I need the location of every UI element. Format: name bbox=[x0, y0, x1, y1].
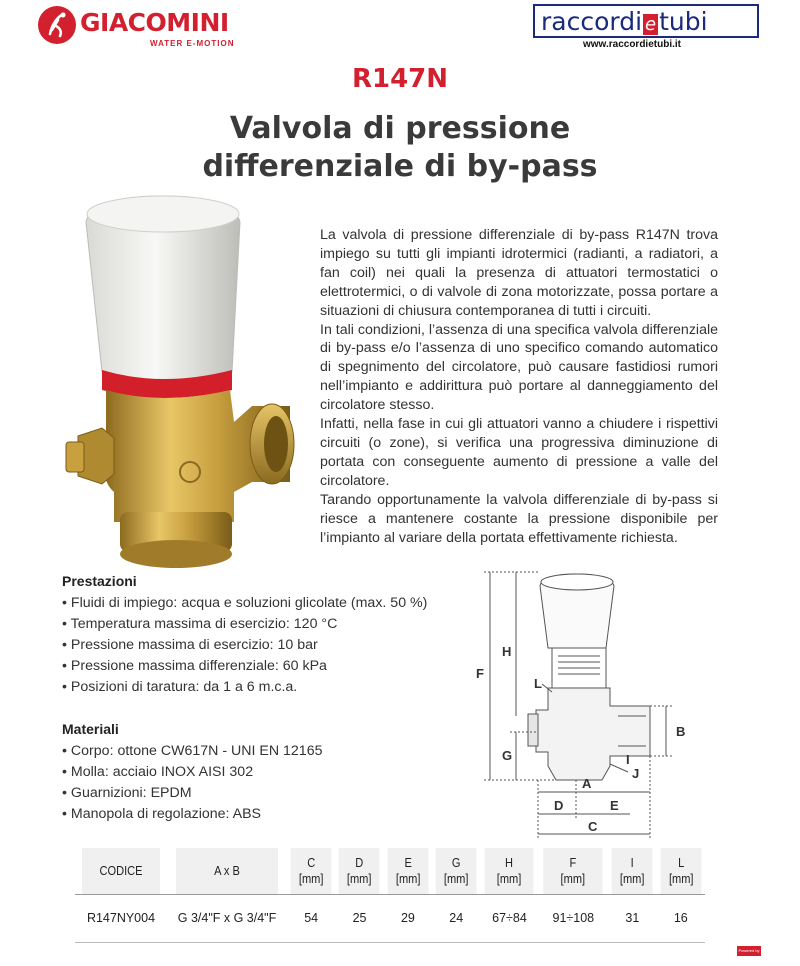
raccordi-e-letter: e bbox=[645, 14, 657, 35]
list-item: • Guarnizioni: EPDM bbox=[62, 783, 482, 804]
label-l: L bbox=[534, 676, 542, 691]
label-g: G bbox=[502, 748, 513, 763]
list-item: • Temperatura massima di esercizio: 120 °C bbox=[62, 614, 482, 635]
label-h: H bbox=[502, 644, 512, 659]
performance-heading: Prestazioni bbox=[62, 573, 137, 589]
dimension-diagram bbox=[470, 566, 720, 846]
label-c: C bbox=[588, 819, 598, 834]
product-title-line1: Valvola di pressione bbox=[229, 111, 571, 146]
description-paragraph: In tali condizioni, l’assenza di una specifica valvola differenziale di by-pass e/o l’assenza di uno specifico comando automatico di spegnimento del circolatore, può causare fastidiosi rumori nell’impianto e addirittura può portare al danneggiamento del circolatore stesso. bbox=[320, 321, 719, 414]
header-codice: CODICE bbox=[82, 848, 160, 894]
cell-i: 31 bbox=[608, 894, 656, 942]
label-e: E bbox=[610, 798, 619, 813]
product-description bbox=[320, 226, 718, 547]
label-d: D bbox=[554, 798, 564, 813]
cell-codice: R147NY004 bbox=[75, 894, 167, 942]
giacomini-logo bbox=[38, 6, 238, 48]
header-i: I [mm] bbox=[612, 848, 653, 894]
table-row bbox=[75, 894, 705, 942]
tubi-word: tubi bbox=[659, 7, 708, 36]
cell-e: 29 bbox=[384, 894, 432, 942]
cell-d: 25 bbox=[335, 894, 383, 942]
label-j: J bbox=[632, 766, 640, 781]
product-title bbox=[0, 110, 800, 186]
performance-list bbox=[62, 593, 482, 698]
header-f: F [mm] bbox=[544, 848, 603, 894]
label-f: F bbox=[476, 666, 484, 681]
label-i: I bbox=[626, 752, 630, 767]
product-code: R147N bbox=[351, 64, 449, 94]
materials-section bbox=[62, 721, 482, 825]
giacomini-brand-name: GIACOMINI bbox=[80, 8, 229, 37]
giacomini-emblem-icon bbox=[38, 6, 76, 44]
materials-list bbox=[62, 741, 482, 825]
description-paragraph: La valvola di pressione differenziale di by-pass R147N trova impiego su tutti gli impianti idrotermici (radianti, a radiatori, a fan coil) nei quali la presenza di attuatori termostatici o elettrotermici, o di valvole di zona motorizzate, possa portare a situazioni di chiusura contemporanea di tutti i circuiti. bbox=[320, 227, 718, 319]
dimension-table bbox=[75, 848, 705, 943]
raccordietubi-url: www.raccordietubi.it bbox=[583, 39, 681, 50]
header-axb: A x B bbox=[176, 848, 278, 894]
list-item: • Pressione massima di esercizio: 10 bar bbox=[62, 635, 482, 656]
cell-g: 24 bbox=[432, 894, 480, 942]
cell-c: 54 bbox=[287, 894, 335, 942]
header-e: E [mm] bbox=[387, 848, 428, 894]
cell-h: 67÷84 bbox=[480, 894, 538, 942]
table-header-row bbox=[75, 848, 705, 894]
header-g: G [mm] bbox=[436, 848, 477, 894]
raccordi-word: raccordi bbox=[541, 7, 643, 36]
cell-f: 91÷108 bbox=[538, 894, 608, 942]
giacomini-tagline: WATER E-MOTION bbox=[150, 39, 235, 48]
description-paragraph: Infatti, nella fase in cui gli attuatori vanno a chiudere i rispettivi circuiti (o zone), si verifica una progressiva diminuzione di portata con conseguente aumento di pressione a valle del circolatore. bbox=[320, 416, 718, 489]
footer-badge: Powered by Giacomini bbox=[738, 948, 760, 963]
label-a: A bbox=[582, 776, 592, 791]
product-photo bbox=[62, 192, 302, 572]
list-item: • Posizioni di taratura: da 1 a 6 m.c.a. bbox=[62, 677, 482, 698]
description-paragraph: Tarando opportunamente la valvola differenziale di by-pass si riesce a mantenere costante la pressione disponibile per l’impianto al variare della portata effettivamente richiesta. bbox=[320, 491, 718, 546]
list-item: • Pressione massima differenziale: 60 kPa bbox=[62, 656, 482, 677]
label-b: B bbox=[676, 724, 686, 739]
raccordietubi-logo bbox=[533, 4, 759, 52]
cell-axb: G 3/4"F x G 3/4"F bbox=[167, 894, 287, 942]
list-item: • Manopola di regolazione: ABS bbox=[62, 804, 482, 825]
raccordietubi-wordmark bbox=[533, 4, 759, 38]
header-l: L [mm] bbox=[660, 848, 701, 894]
list-item: • Corpo: ottone CW617N - UNI EN 12165 bbox=[62, 741, 482, 762]
header-d: D [mm] bbox=[339, 848, 380, 894]
performance-section bbox=[62, 573, 482, 698]
product-title-line2: differenziale di by-pass bbox=[202, 149, 598, 184]
header-c: C [mm] bbox=[291, 848, 332, 894]
list-item: • Molla: acciaio INOX AISI 302 bbox=[62, 762, 482, 783]
list-item: • Fluidi di impiego: acqua e soluzioni glicolate (max. 50 %) bbox=[62, 593, 482, 614]
cell-l: 16 bbox=[657, 894, 705, 942]
header-h: H [mm] bbox=[485, 848, 534, 894]
materials-heading: Materiali bbox=[62, 721, 119, 737]
